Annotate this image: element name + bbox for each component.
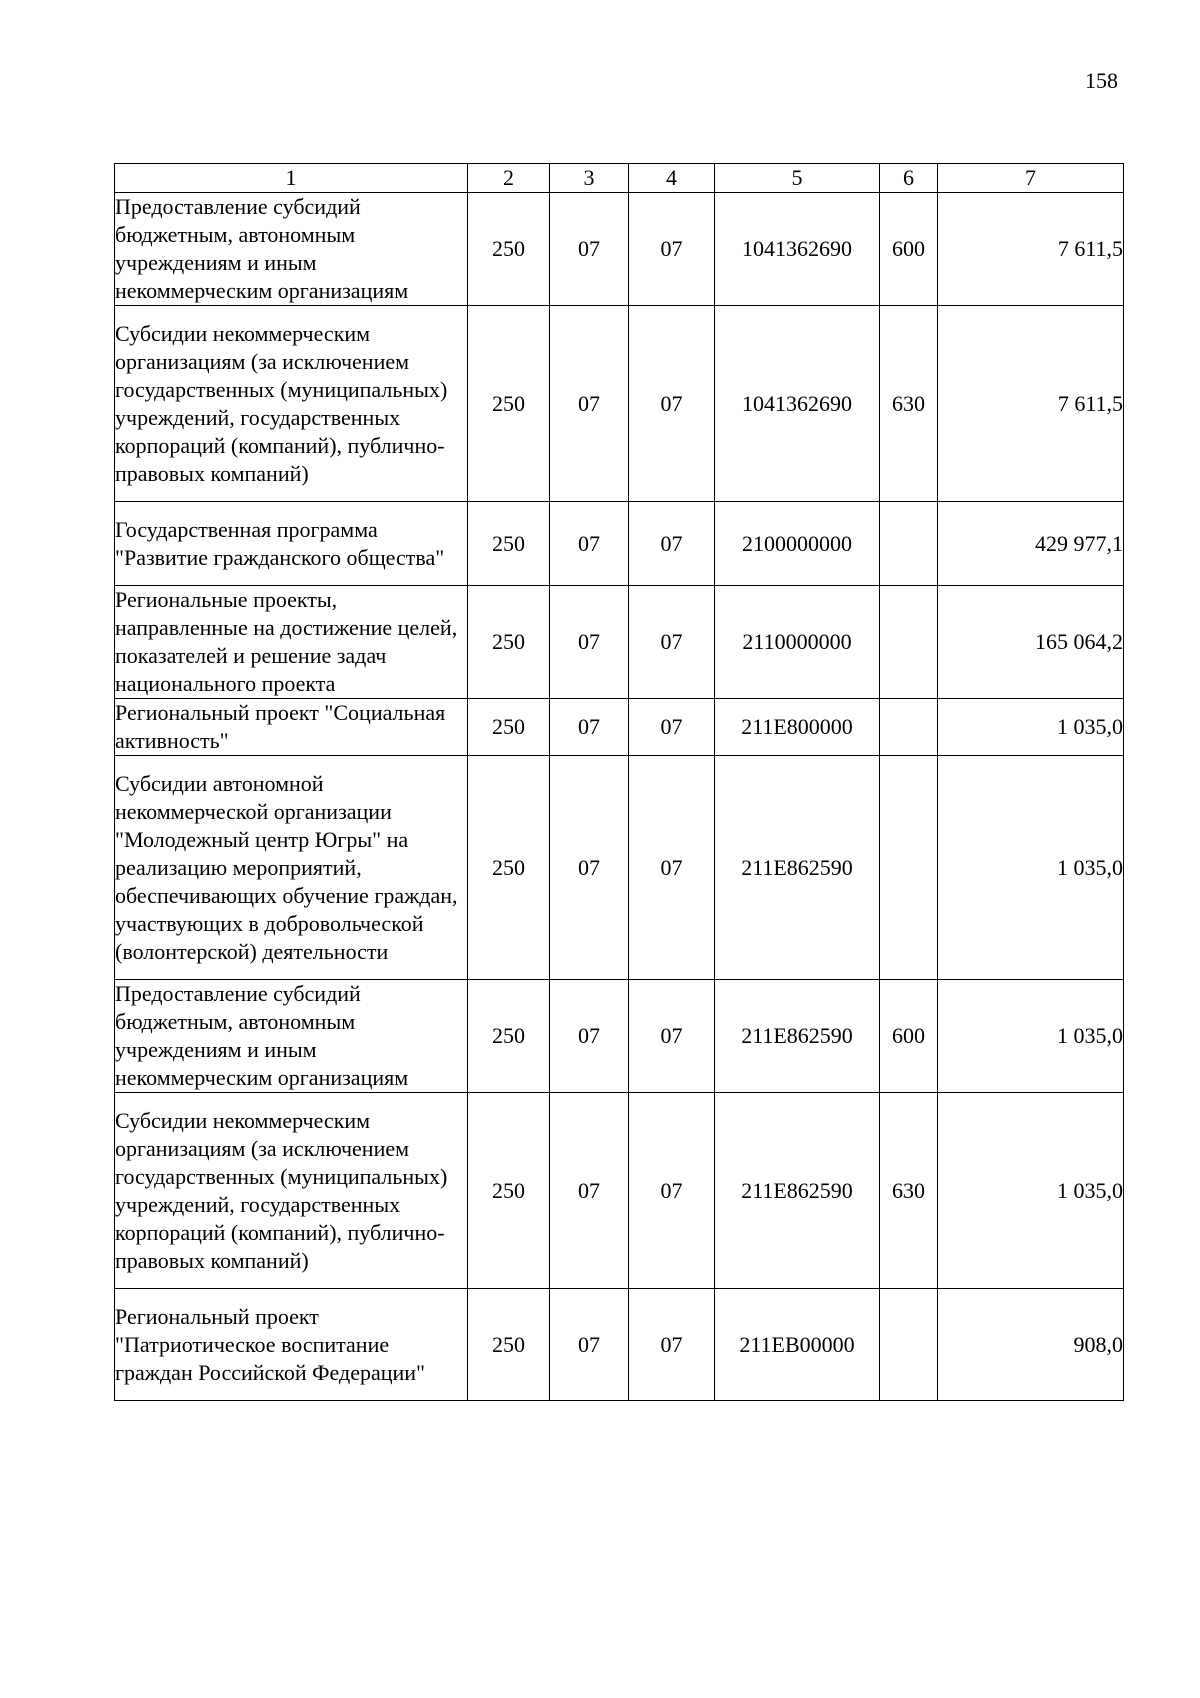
page-number: 158 [1085,68,1118,93]
header-col-4: 4 [629,164,715,193]
row-col-2: 250 [468,502,550,586]
table-row [115,502,1124,586]
header-row [115,164,1124,193]
row-col-6 [880,502,938,586]
row-col-6 [880,699,938,756]
row-col-3: 07 [550,756,629,980]
table-row [115,756,1124,980]
row-col-2: 250 [468,306,550,502]
row-col-3: 07 [550,193,629,306]
row-col-5: 211E862590 [715,756,880,980]
header-col-7: 7 [938,164,1124,193]
row-col-3: 07 [550,1289,629,1401]
row-col-5: 2100000000 [715,502,880,586]
row-col-3: 07 [550,1093,629,1289]
row-col-3: 07 [550,306,629,502]
row-col-6 [880,586,938,699]
row-col-7: 429 977,1 [938,502,1124,586]
row-name: Региональный проект "Социальная активность" [115,699,468,756]
row-col-3: 07 [550,502,629,586]
row-col-7: 165 064,2 [938,586,1124,699]
row-name: Региональный проект "Патриотическое воспитание граждан Российской Федерации" [115,1289,468,1401]
table-row [115,586,1124,699]
row-col-3: 07 [550,980,629,1093]
row-col-7: 1 035,0 [938,699,1124,756]
budget-table [114,163,1124,1401]
row-col-6: 630 [880,1093,938,1289]
row-col-3: 07 [550,699,629,756]
row-col-3: 07 [550,586,629,699]
row-col-5: 211E862590 [715,1093,880,1289]
row-col-2: 250 [468,1289,550,1401]
header-col-1: 1 [115,164,468,193]
row-col-2: 250 [468,1093,550,1289]
row-name: Государственная программа "Развитие гражданского общества" [115,502,468,586]
row-col-7: 908,0 [938,1289,1124,1401]
row-col-4: 07 [629,980,715,1093]
row-col-7: 7 611,5 [938,306,1124,502]
row-col-4: 07 [629,502,715,586]
row-name: Предоставление субсидий бюджетным, автономным учреждениям и иным некоммерческим организациям [115,193,468,306]
row-col-2: 250 [468,586,550,699]
row-name: Субсидии автономной некоммерческой организации "Молодежный центр Югры" на реализацию мероприятий, обеспечивающих обучение граждан, участвующих в добровольческой (волонтерской) деятельности [115,756,468,980]
row-col-4: 07 [629,699,715,756]
row-name: Субсидии некоммерческим организациям (за исключением государственных (муниципальных) учреждений, государственных корпораций (компаний), публично-правовых компаний) [115,306,468,502]
header-col-3: 3 [550,164,629,193]
row-col-4: 07 [629,586,715,699]
row-col-4: 07 [629,756,715,980]
row-name: Субсидии некоммерческим организациям (за исключением государственных (муниципальных) учреждений, государственных корпораций (компаний), публично-правовых компаний) [115,1093,468,1289]
row-col-6: 600 [880,980,938,1093]
row-col-2: 250 [468,756,550,980]
row-col-2: 250 [468,980,550,1093]
row-col-7: 1 035,0 [938,1093,1124,1289]
row-col-7: 1 035,0 [938,756,1124,980]
row-col-4: 07 [629,193,715,306]
header-col-2: 2 [468,164,550,193]
table-row [115,193,1124,306]
row-col-6: 630 [880,306,938,502]
row-col-4: 07 [629,306,715,502]
row-col-5: 1041362690 [715,306,880,502]
row-col-5: 211EB00000 [715,1289,880,1401]
row-col-6: 600 [880,193,938,306]
row-col-2: 250 [468,699,550,756]
row-name: Региональные проекты, направленные на достижение целей, показателей и решение задач национального проекта [115,586,468,699]
row-col-5: 2110000000 [715,586,880,699]
row-col-5: 211E862590 [715,980,880,1093]
row-col-4: 07 [629,1289,715,1401]
row-col-6 [880,756,938,980]
row-col-4: 07 [629,1093,715,1289]
row-col-7: 7 611,5 [938,193,1124,306]
table-row [115,1289,1124,1401]
table-row [115,306,1124,502]
row-col-5: 1041362690 [715,193,880,306]
row-col-6 [880,1289,938,1401]
table-row [115,699,1124,756]
row-col-5: 211E800000 [715,699,880,756]
header-col-5: 5 [715,164,880,193]
table-row [115,980,1124,1093]
row-name: Предоставление субсидий бюджетным, автономным учреждениям и иным некоммерческим организациям [115,980,468,1093]
table-row [115,1093,1124,1289]
row-col-7: 1 035,0 [938,980,1124,1093]
row-col-2: 250 [468,193,550,306]
header-col-6: 6 [880,164,938,193]
